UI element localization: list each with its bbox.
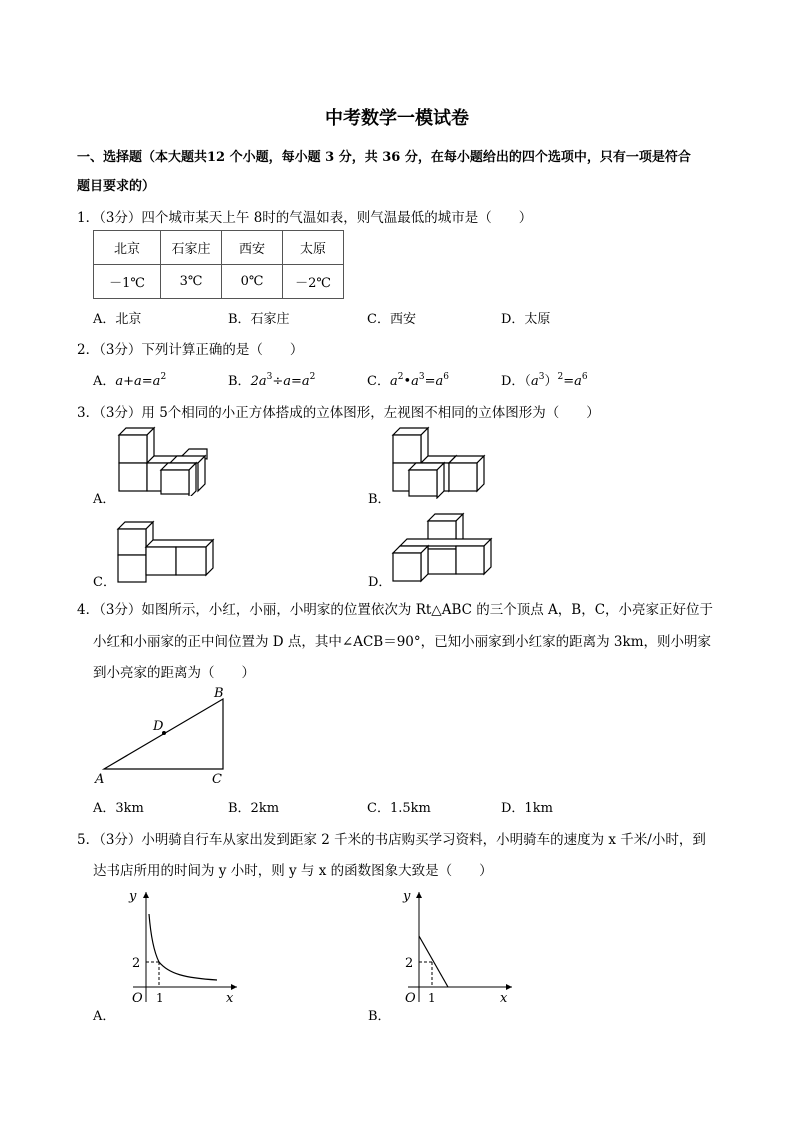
q4-option-c[interactable]: C．1.5km bbox=[367, 801, 431, 816]
origin-label: O bbox=[132, 991, 143, 1006]
table-cell: －2℃ bbox=[283, 265, 344, 299]
q1-option-d[interactable]: D．太原 bbox=[501, 312, 551, 327]
exponent: 3 bbox=[418, 372, 425, 382]
q3-figure-b bbox=[390, 424, 490, 499]
q5-graph-a bbox=[115, 884, 245, 1009]
table-cell: 0℃ bbox=[222, 265, 283, 299]
question-5-line1: 5．（3分）小明骑自行车从家出发到距家 2 千米的书店购买学习资料，小明骑车的速度为 x 千米/小时，到 bbox=[77, 832, 706, 848]
q3-option-b-label[interactable]: B． bbox=[368, 492, 391, 507]
expression: ） bbox=[544, 374, 558, 389]
q4-option-a[interactable]: A．3km bbox=[93, 801, 144, 816]
q1-option-c[interactable]: C．西安 bbox=[367, 312, 416, 327]
exponent: 3 bbox=[266, 372, 273, 382]
exponent: 2 bbox=[160, 372, 167, 382]
q3-figure-a bbox=[115, 424, 210, 496]
exponent: 2 bbox=[557, 372, 564, 382]
expression: •a bbox=[403, 374, 419, 389]
table-cell: 太原 bbox=[283, 231, 344, 265]
q3-figure-d bbox=[390, 510, 498, 584]
question-4-line1: 4．（3分）如图所示，小红，小丽，小明家的位置依次为 Rt△ABC 的三个顶点 A，B，C，小亮家正好位于 bbox=[77, 602, 714, 618]
question-1-stem: 1．（3分）四个城市某天上午 8时的气温如表，则气温最低的城市是（ ） bbox=[77, 210, 533, 226]
question-2-stem: 2．（3分）下列计算正确的是（ ） bbox=[77, 342, 304, 358]
expression: =a bbox=[563, 374, 582, 389]
q1-option-b[interactable]: B．石家庄 bbox=[228, 312, 290, 327]
tick-label-1: 1 bbox=[428, 991, 436, 1005]
page-title: 中考数学一模试卷 bbox=[325, 108, 469, 129]
tick-label-2: 2 bbox=[132, 956, 141, 971]
exponent: 6 bbox=[581, 372, 588, 382]
exponent: 2 bbox=[397, 372, 404, 382]
section-heading-cont: 题目要求的） bbox=[77, 179, 156, 194]
expression: 2a bbox=[250, 374, 267, 389]
temperature-table bbox=[93, 230, 344, 299]
tick-label-2: 2 bbox=[405, 956, 414, 971]
vertex-label-a: A bbox=[95, 772, 105, 787]
question-4-line2: 小红和小丽家的正中间位置为 D 点，其中∠ACB＝90°，已知小丽家到小红家的距离为 3km，则小明家 bbox=[93, 634, 712, 650]
table-cell: 北京 bbox=[94, 231, 161, 265]
expression: a bbox=[530, 374, 539, 389]
expression: ÷a=a bbox=[272, 374, 310, 389]
q3-option-d-label[interactable]: D． bbox=[368, 575, 392, 590]
q5-graph-b bbox=[392, 884, 522, 1009]
exponent: 6 bbox=[443, 372, 449, 382]
q3-figure-c bbox=[115, 518, 220, 584]
q4-option-d[interactable]: D．1km bbox=[501, 801, 553, 816]
exponent: 3 bbox=[538, 372, 545, 382]
question-3-stem: 3．（3分）用 5个相同的小正方体搭成的立体图形，左视图不相同的立体图形为（ ） bbox=[77, 405, 600, 421]
question-4-line3: 到小亮家的距离为（ ） bbox=[93, 665, 255, 681]
option-prefix: A． bbox=[93, 374, 116, 389]
q2-option-d[interactable] bbox=[501, 370, 588, 389]
q2-option-a[interactable] bbox=[93, 370, 166, 389]
vertex-label-b: B bbox=[214, 686, 224, 701]
y-axis-label: y bbox=[129, 889, 137, 904]
q5-option-a-label[interactable]: A． bbox=[93, 1009, 116, 1024]
expression: a+a=a bbox=[115, 374, 161, 389]
origin-label: O bbox=[405, 991, 416, 1006]
question-5-line2: 达书店所用的时间为 y 小时，则 y 与 x 的函数图象大致是（ ） bbox=[93, 863, 493, 879]
option-prefix: C． bbox=[367, 374, 390, 389]
q4-option-b[interactable]: B．2km bbox=[228, 801, 280, 816]
q3-option-c-label[interactable]: C． bbox=[93, 575, 116, 590]
table-cell: 西安 bbox=[222, 231, 283, 265]
q5-option-b-label[interactable]: B． bbox=[368, 1009, 391, 1024]
table-cell: －1℃ bbox=[94, 265, 161, 299]
table-cell: 3℃ bbox=[161, 265, 222, 299]
expression: =a bbox=[424, 374, 444, 389]
q2-option-c[interactable] bbox=[367, 370, 449, 389]
expression: a bbox=[389, 374, 398, 389]
q1-option-a[interactable]: A．北京 bbox=[93, 312, 142, 327]
exponent: 2 bbox=[309, 372, 316, 382]
section-heading: 一、选择题（本大题共12 个小题，每小题 3 分，共 36 分，在每小题给出的四个选项中，只有一项是符合 bbox=[77, 150, 691, 165]
x-axis-label: x bbox=[226, 991, 234, 1006]
q3-option-a-label[interactable]: A． bbox=[93, 492, 116, 507]
q4-triangle-figure bbox=[90, 683, 240, 788]
table-value-row bbox=[94, 265, 344, 299]
q2-option-b[interactable] bbox=[228, 370, 315, 389]
table-cell: 石家庄 bbox=[161, 231, 222, 265]
x-axis-label: x bbox=[500, 991, 508, 1006]
option-prefix: D．（ bbox=[501, 374, 531, 389]
table-header-row bbox=[94, 231, 344, 265]
point-label-d: D bbox=[153, 719, 164, 734]
vertex-label-c: C bbox=[212, 772, 222, 787]
y-axis-label: y bbox=[403, 889, 411, 904]
tick-label-1: 1 bbox=[156, 991, 164, 1005]
option-prefix: B． bbox=[228, 374, 251, 389]
